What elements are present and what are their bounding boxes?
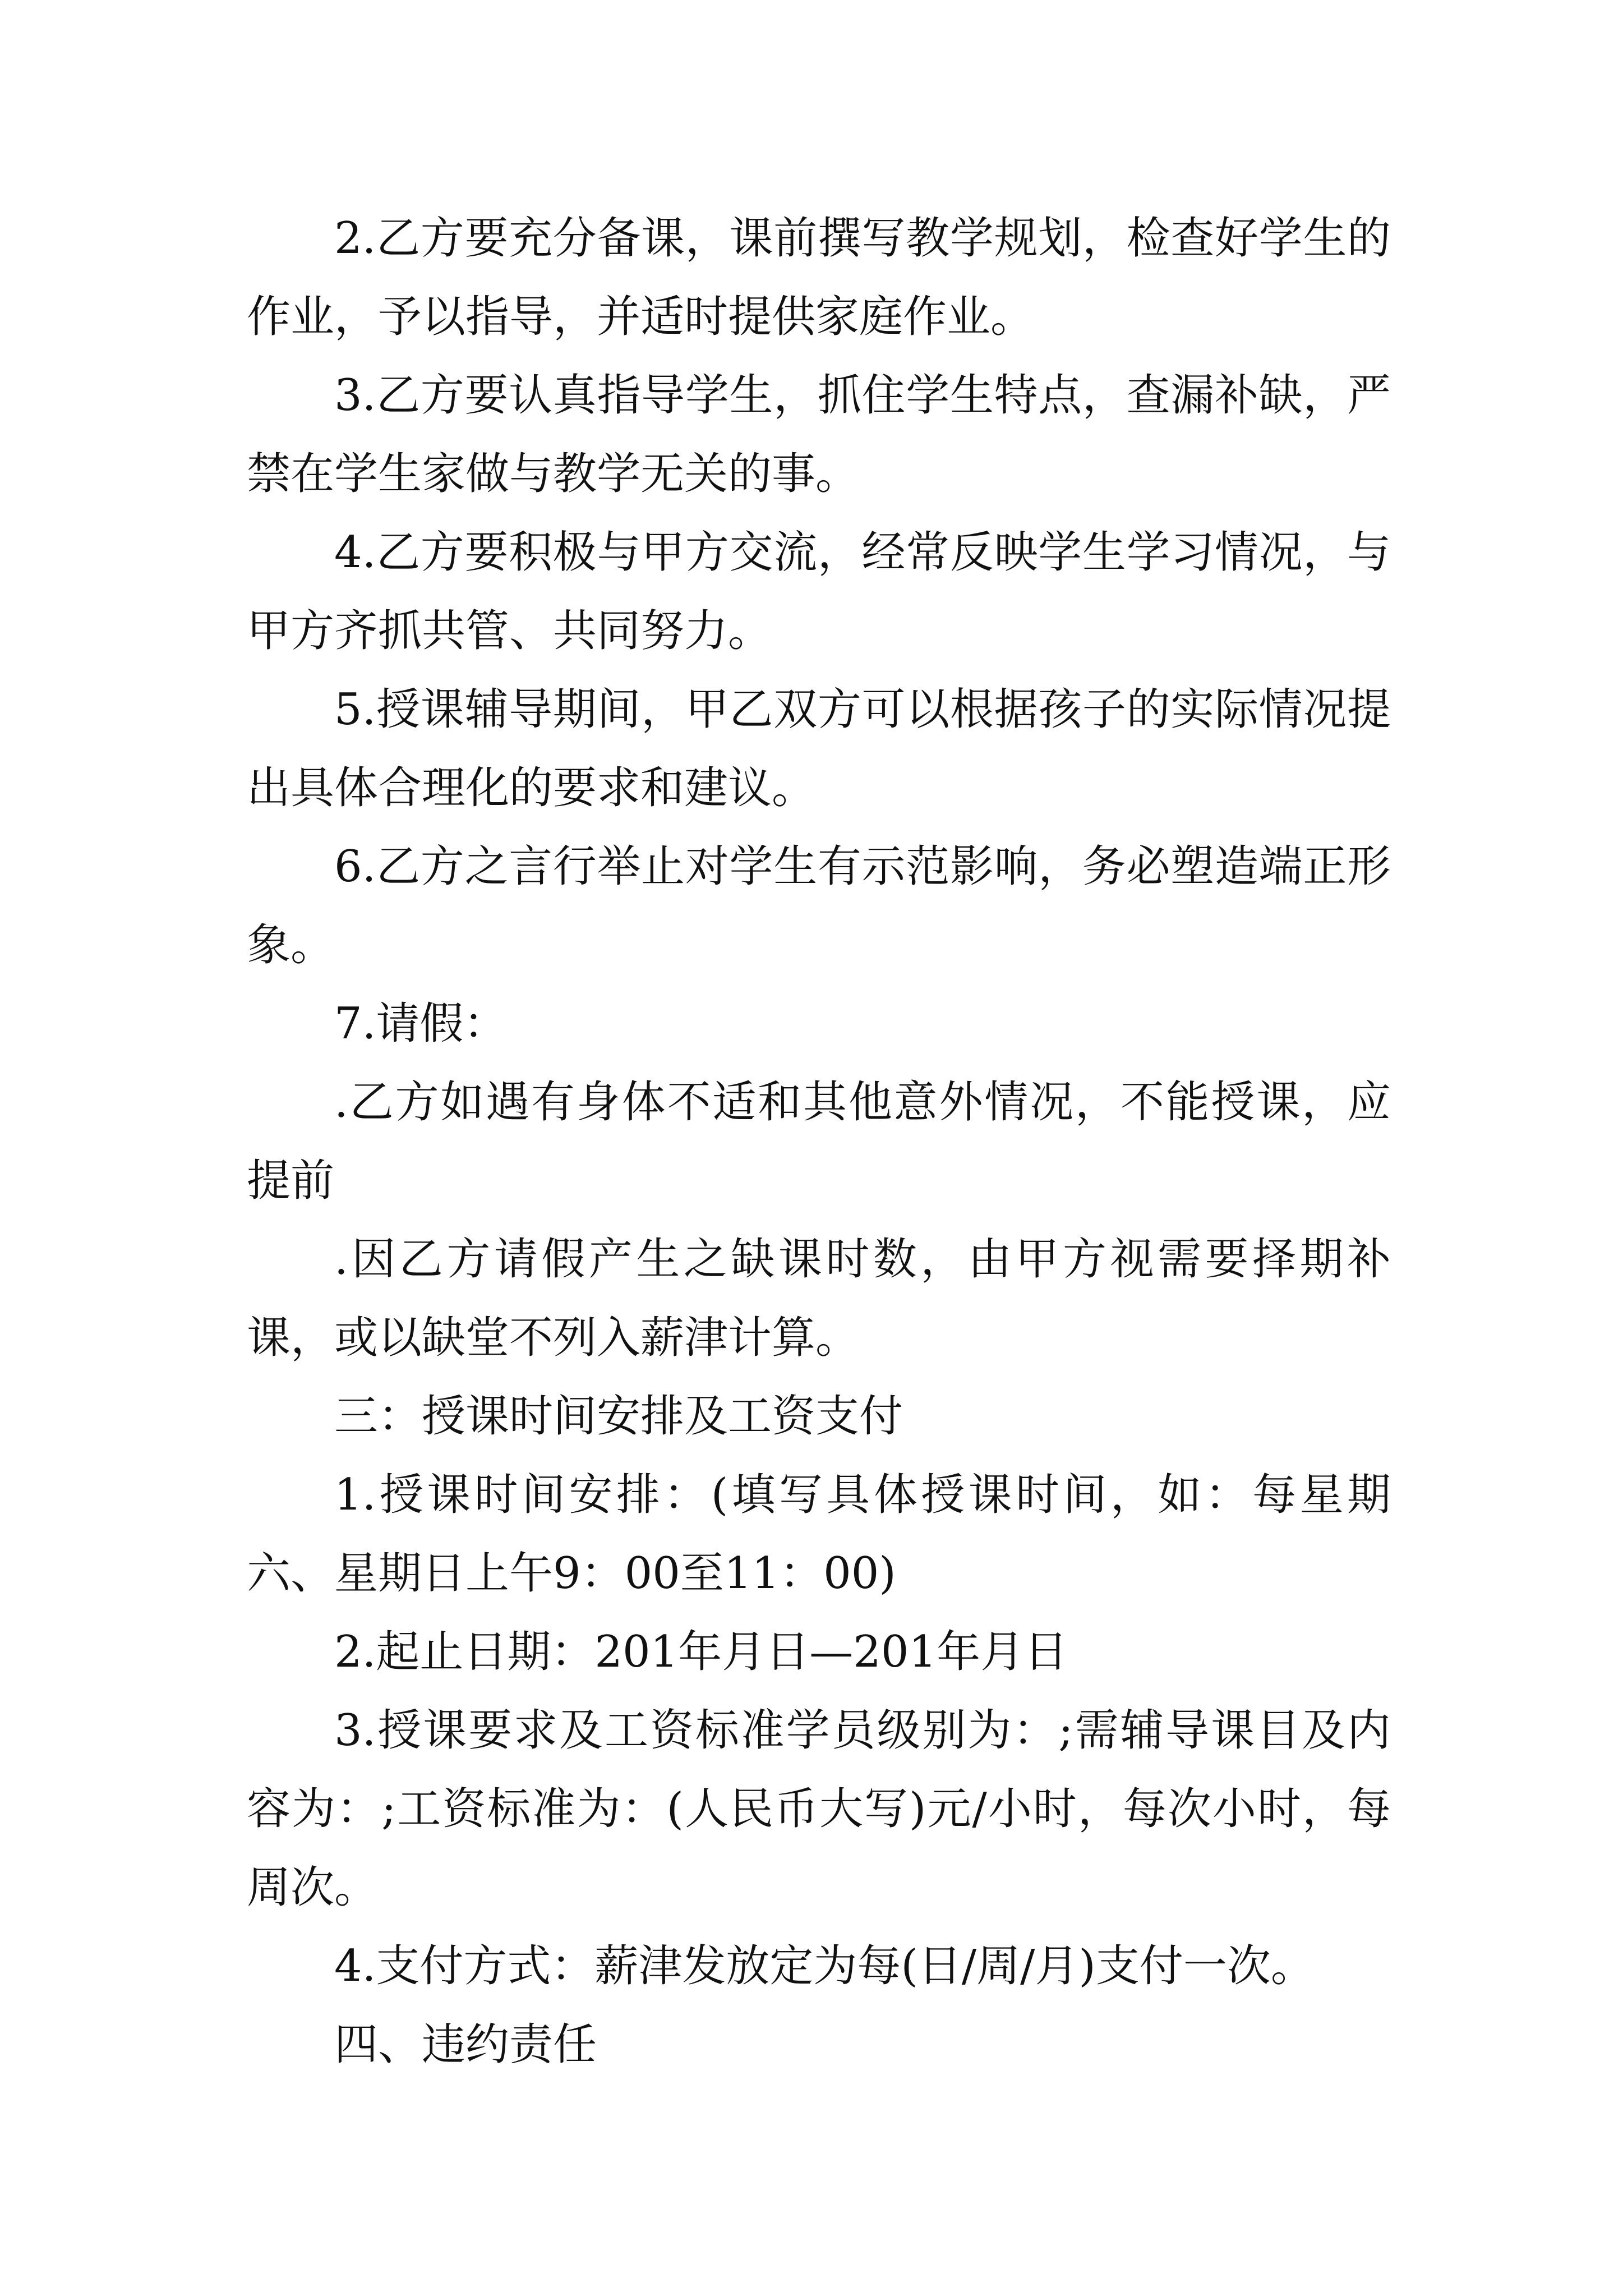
clause-leave-makeup: .因乙方请假产生之缺课时数，由甲方视需要择期补课，或以缺堂不列入薪津计算。 <box>247 1234 1391 1363</box>
clause-dates: 2.起止日期：201年月日—201年月日 <box>334 1627 1068 1677</box>
clause-payment-method: 4.支付方式：薪津发放定为每(日/周/月)支付一次。 <box>334 1941 1315 1991</box>
clause-requests: 5.授课辅导期间，甲乙双方可以根据孩子的实际情况提出具体合理化的要求和建议。 <box>247 684 1391 813</box>
clause-communicate: 4.乙方要积极与甲方交流，经常反映学生学习情况，与甲方齐抓共管、共同努力。 <box>247 527 1391 656</box>
clause-leave-notice: .乙方如遇有身体不适和其他意外情况，不能授课，应提前 <box>247 1077 1391 1206</box>
clause-guide-students: 3.乙方要认真指导学生，抓住学生特点，查漏补缺，严禁在学生家做与教学无关的事。 <box>247 370 1391 499</box>
clause-leave-heading: 7.请假： <box>334 999 508 1049</box>
clause-schedule: 1.授课时间安排：(填写具体授课时间，如：每星期六、星期日上午9：00至11：00) <box>247 1470 1391 1599</box>
clause-prepare-lessons: 2.乙方要充分备课，课前撰写教学规划，检查好学生的作业，予以指导，并适时提供家庭作业。 <box>247 213 1391 342</box>
clause-requirements-wage: 3.授课要求及工资标准学员级别为：;需辅导课目及内容为：;工资标准为：(人民币大写)元/小时，每次小时，每周次。 <box>247 1705 1391 1913</box>
section-heading-schedule-pay: 三：授课时间安排及工资支付 <box>334 1391 903 1442</box>
clause-conduct: 6.乙方之言行举止对学生有示范影响，务必塑造端正形象。 <box>247 841 1391 970</box>
document-body <box>247 199 1391 2084</box>
section-heading-liability: 四、违约责任 <box>334 2019 597 2070</box>
